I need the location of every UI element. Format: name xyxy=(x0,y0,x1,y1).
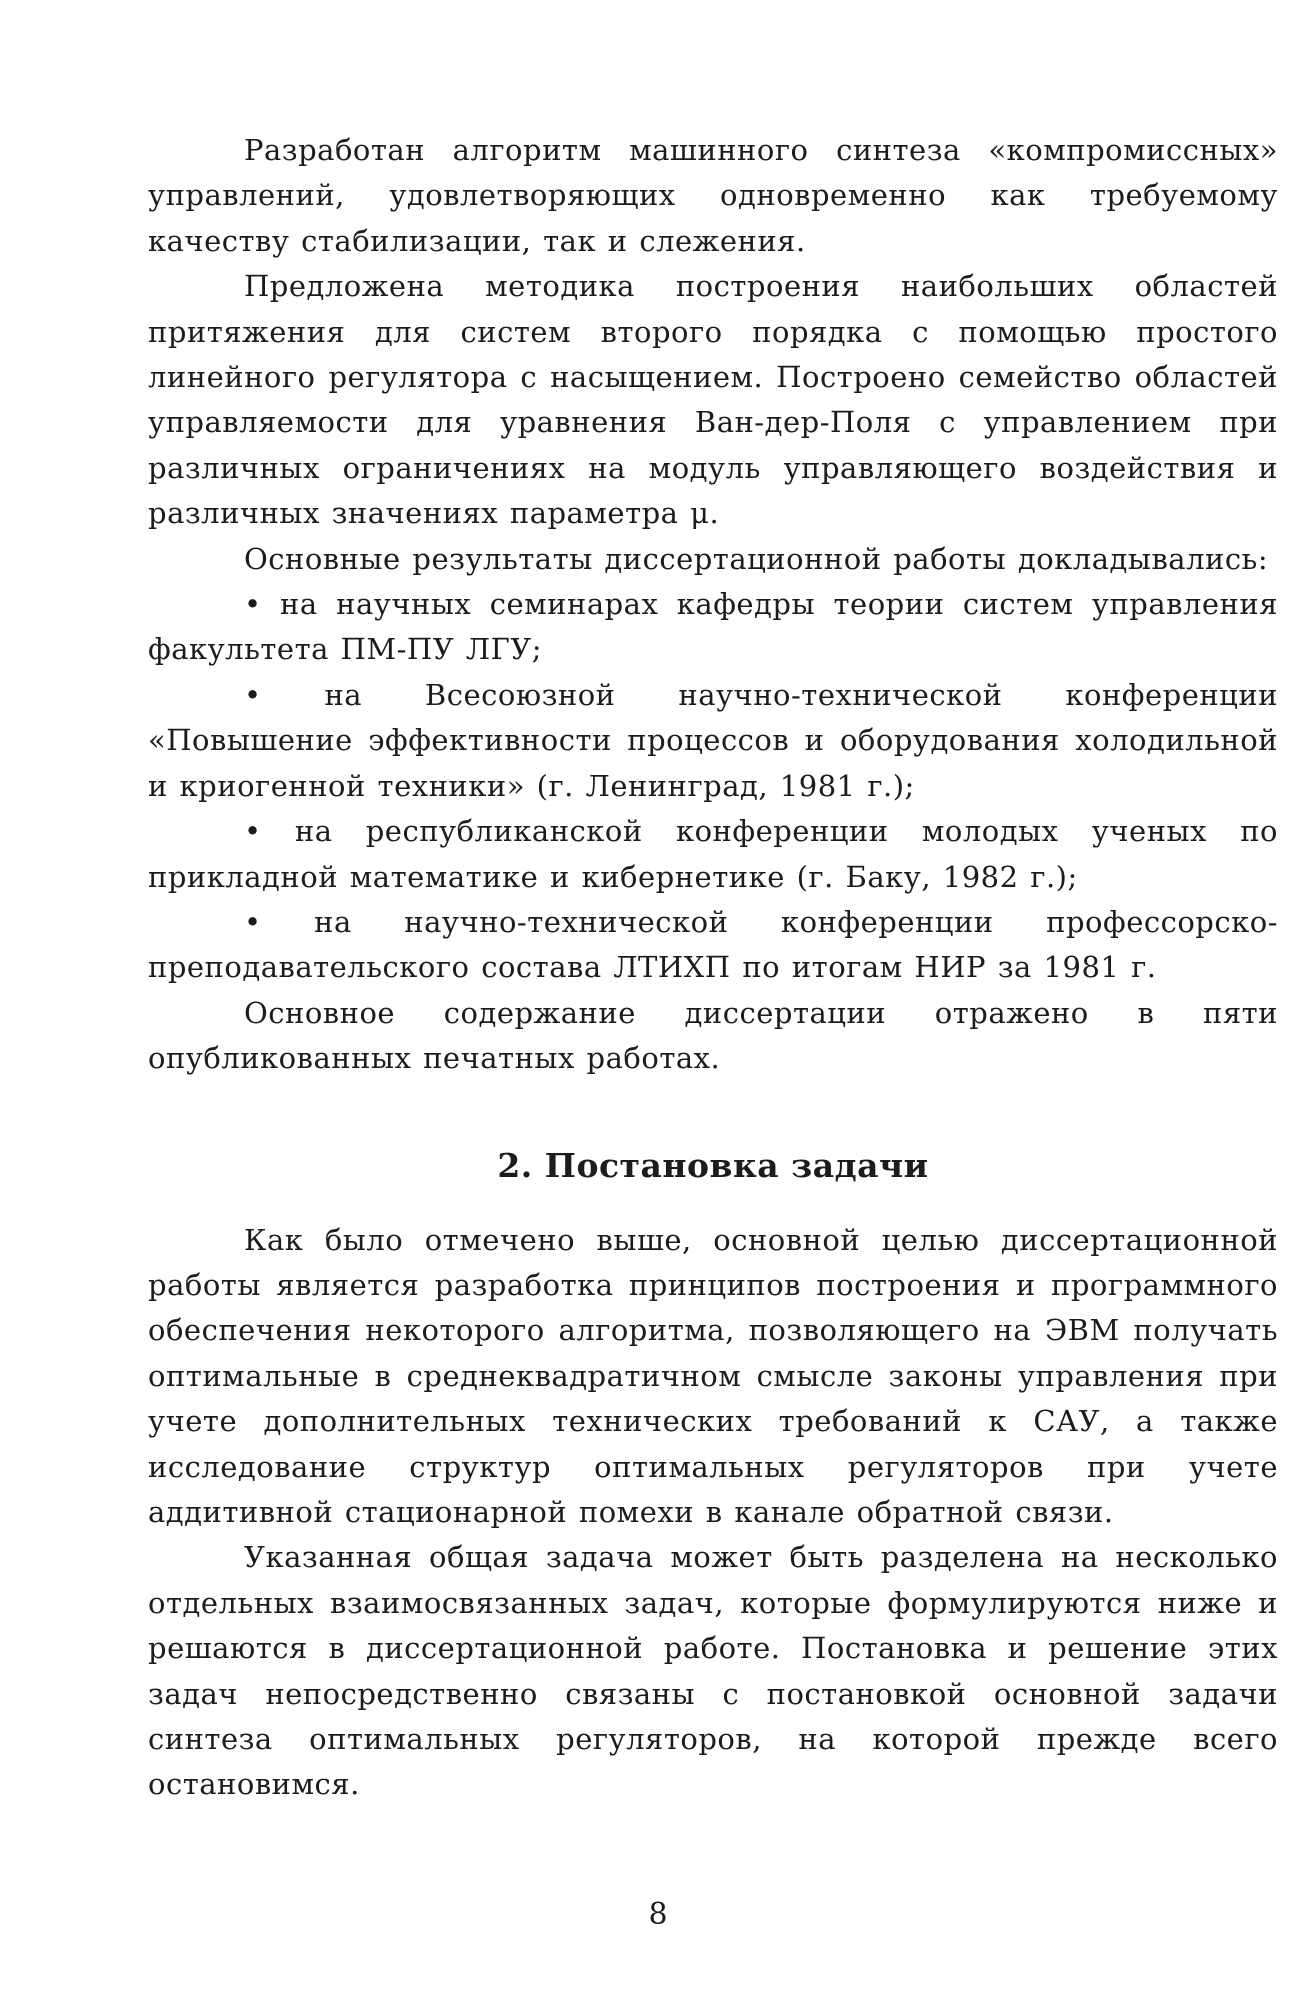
bullet-seminars: • на научных семинарах кафедры теории систем управления факультета ПМ-ПУ ЛГУ; xyxy=(148,587,1278,667)
section-title: 2. Постановка задачи xyxy=(497,1145,929,1185)
paragraph-publications: Основное содержание диссертации отражено в пяти опубликованных печатных работах. xyxy=(148,995,1278,1076)
bullet-all-union-conference: • на Всесоюзной научно-технической конференции «Повышение эффективности процессов и оборудования холодильной и криогенной техники» (г. Ленинград, 1981 г.); xyxy=(148,677,1278,803)
paragraph-methodology: Предложена методика построения наибольших областей притяжения для систем второго порядка с помощью простого линейного регулятора с насыщением. Построено семейство областей управляемости для уравнения Ван-дер-Поля с управлением при различных ограничениях на модуль управляющего воздействия и различных значениях параметра μ. xyxy=(148,269,1278,531)
paragraph-main-goal: Как было отмечено выше, основной целью диссертационной работы является разработка принципов построения и программного обеспечения некоторого алгоритма, позволяющего на ЭВМ получать оптимальные в среднеквадратичном смысле законы управления при учете дополнительных технических требований к САУ, а также исследование структур оптимальных регуляторов при учете аддитивной стационарной помехи в канале обратной связи. xyxy=(148,1222,1278,1529)
bullet-ltikhp-conference: • на научно-технической конференции профессорско-преподавательского состава ЛТИХП по итогам НИР за 1981 г. xyxy=(148,904,1278,985)
paragraph-algorithm: Разработан алгоритм машинного синтеза «компромиссных» управлений, удовлетворяющих одновременно как требуемому качеству стабилизации, так и слежения. xyxy=(148,133,1278,258)
document-page xyxy=(148,128,1278,1808)
bullet-republican-conference: • на республиканской конференции молодых ученых по прикладной математике и кибернетике (г. Баку, 1982 г.); xyxy=(148,814,1278,894)
paragraph-results-intro: Основные результаты диссертационной работы докладывались: xyxy=(244,541,1269,576)
page-number: 8 xyxy=(648,1897,668,1932)
paragraph-subtasks: Указанная общая задача может быть разделена на несколько отдельных взаимосвязанных задач, которые формулируются ниже и решаются в диссертационной работе. Постановка и решение этих задач непосредственно связаны с постановкой основной задачи синтеза оптимальных регуляторов, на которой прежде всего остановимся. xyxy=(148,1540,1278,1802)
